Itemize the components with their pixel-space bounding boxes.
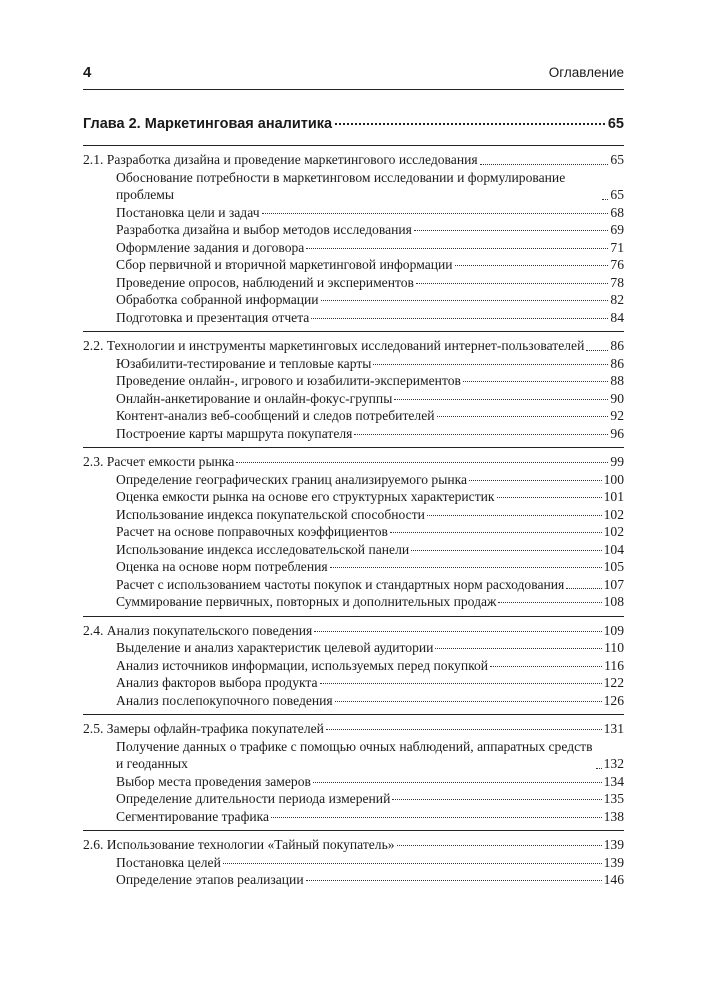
entry-title: Онлайн-анкетирование и онлайн-фокус-группы: [116, 390, 393, 406]
toc-entry[interactable]: [83, 407, 624, 425]
toc-section-2-5: [83, 715, 624, 830]
section-entry[interactable]: [83, 720, 624, 738]
toc-entry[interactable]: [83, 738, 624, 773]
section-entry[interactable]: [83, 337, 624, 355]
entry-title: Получение данных о трафике с помощью очных наблюдений, аппаратных средств и геоданных: [116, 738, 593, 771]
toc-entry[interactable]: [83, 674, 624, 692]
entry-title: Выбор места проведения замеров: [116, 773, 311, 789]
toc-entry[interactable]: [83, 639, 624, 657]
toc-entry[interactable]: [83, 593, 624, 611]
toc-entry[interactable]: [83, 576, 624, 594]
dot-leader: [223, 863, 602, 864]
dot-leader: [392, 799, 601, 800]
entry-page: 122: [603, 675, 624, 690]
entry-page: 109: [603, 622, 624, 638]
entry-title: Определение этапов реализации: [116, 872, 304, 887]
dot-leader: [463, 381, 608, 382]
dot-leader: [394, 399, 608, 400]
entry-page: 132: [603, 756, 624, 771]
entry-title: Постановка целей: [116, 854, 221, 870]
toc-entry[interactable]: [83, 808, 624, 826]
toc-entry[interactable]: [83, 523, 624, 541]
entry-page: 110: [604, 640, 624, 655]
entry-page: 131: [603, 721, 624, 736]
dot-leader: [390, 532, 602, 533]
dot-leader: [262, 213, 609, 214]
entry-title: Обработка собранной информации: [116, 292, 319, 307]
entry-title: 2.4. Анализ покупательского поведения: [83, 622, 313, 638]
toc-entry[interactable]: [83, 692, 624, 710]
entry-page: 139: [603, 837, 624, 852]
toc-entry[interactable]: [83, 488, 624, 506]
dot-leader: [596, 768, 602, 769]
toc-entry[interactable]: [83, 355, 624, 373]
entry-page: 92: [610, 408, 624, 423]
entry-page: 88: [610, 373, 624, 388]
dot-leader: [455, 265, 609, 266]
dot-leader: [437, 416, 609, 417]
entry-page: 68: [610, 204, 624, 220]
entry-page: 96: [610, 425, 624, 441]
dot-leader: [313, 782, 602, 783]
entry-title: 2.1. Разработка дизайна и проведение маркетингового исследования: [83, 152, 478, 167]
entry-page: 86: [610, 355, 624, 371]
dot-leader: [435, 648, 602, 649]
entry-page: 82: [610, 292, 624, 307]
chapter-title: Глава 2. Маркетинговая аналитика: [83, 116, 333, 132]
entry-page: 134: [603, 773, 624, 789]
dot-leader: [498, 602, 601, 603]
entry-title: Анализ послепокупочного поведения: [116, 692, 333, 708]
toc-entry[interactable]: [83, 274, 624, 292]
toc-section-2-3: [83, 448, 624, 616]
entry-page: 84: [610, 309, 624, 325]
entry-title: Использование индекса покупательской способности: [116, 506, 425, 522]
entry-page: 108: [603, 594, 624, 609]
entry-title: Проведение онлайн-, игрового и юзабилити-экспериментов: [116, 373, 461, 388]
toc-entry[interactable]: [83, 773, 624, 791]
section-entry[interactable]: [83, 151, 624, 169]
toc-section-2-2: [83, 332, 624, 447]
dot-leader: [469, 480, 602, 481]
entry-page: 135: [603, 791, 624, 806]
entry-page: 71: [610, 239, 624, 255]
toc-section-2-6: [83, 831, 624, 894]
entry-title: Использование индекса исследовательской панели: [116, 541, 410, 557]
entry-title: Выделение и анализ характеристик целевой аудитории: [116, 640, 434, 655]
chapter-heading[interactable]: [83, 116, 624, 142]
dot-leader: [335, 701, 602, 702]
toc-entry[interactable]: [83, 471, 624, 489]
toc-entry[interactable]: [83, 309, 624, 327]
toc-entry[interactable]: [83, 425, 624, 443]
entry-page: 116: [604, 657, 624, 673]
entry-title: 2.3. Расчет емкости рынка: [83, 454, 235, 469]
dot-leader: [373, 364, 608, 365]
toc-entry[interactable]: [83, 239, 624, 257]
entry-title: Расчет на основе поправочных коэффициентов: [116, 524, 388, 539]
entry-page: 138: [603, 808, 624, 824]
toc-entry[interactable]: [83, 169, 624, 204]
entry-title: Обоснование потребности в маркетинговом исследовании и формулирование проблемы: [116, 169, 566, 202]
entry-page: 104: [603, 541, 624, 557]
page-number: 4: [83, 64, 92, 81]
toc-section-2-1: [83, 146, 624, 331]
entry-page: 126: [603, 692, 624, 708]
dot-leader: [321, 300, 609, 301]
entry-page: 100: [603, 471, 624, 487]
toc-entry[interactable]: [83, 541, 624, 559]
dot-leader: [335, 123, 605, 125]
toc-entry[interactable]: [83, 291, 624, 309]
entry-title: Сегментирование трафика: [116, 808, 270, 824]
entry-title: Анализ факторов выбора продукта: [116, 675, 318, 690]
entry-page: 76: [610, 257, 624, 272]
dot-leader: [320, 683, 602, 684]
entry-title: Сбор первичной и вторичной маркетинговой информации: [116, 257, 453, 272]
dot-leader: [427, 515, 602, 516]
dot-leader: [330, 567, 602, 568]
entry-title: Контент-анализ веб-сообщений и следов потребителей: [116, 408, 435, 423]
entry-title: Юзабилити-тестирование и тепловые карты: [116, 355, 372, 371]
dot-leader: [414, 230, 608, 231]
table-of-contents: [83, 116, 624, 894]
header-rule: [83, 89, 624, 90]
dot-leader: [497, 497, 602, 498]
dot-leader: [586, 350, 608, 351]
entry-title: 2.6. Использование технологии «Тайный покупатель»: [83, 837, 395, 852]
toc-entry[interactable]: [83, 221, 624, 239]
entry-title: Определение географических границ анализируемого рынка: [116, 471, 468, 487]
entry-page: 78: [610, 274, 624, 290]
dot-leader: [397, 845, 602, 846]
entry-title: Разработка дизайна и выбор методов исследования: [116, 222, 412, 237]
dot-leader: [306, 880, 602, 881]
entry-title: 2.2. Технологии и инструменты маркетинговых исследований интернет-пользователей: [83, 338, 585, 353]
entry-page: 69: [610, 222, 624, 237]
dot-leader: [490, 666, 602, 667]
section-entry[interactable]: [83, 453, 624, 471]
section-entry[interactable]: [83, 836, 624, 854]
toc-entry[interactable]: [83, 390, 624, 408]
toc-entry[interactable]: [83, 558, 624, 576]
dot-leader: [602, 199, 608, 200]
entry-page: 102: [603, 506, 624, 522]
chapter-page: 65: [607, 116, 624, 132]
toc-entry[interactable]: [83, 790, 624, 808]
entry-title: Оценка на основе норм потребления: [116, 559, 328, 574]
entry-title: Суммирование первичных, повторных и дополнительных продаж: [116, 594, 497, 609]
entry-title: Расчет с использованием частоты покупок и стандартных норм расходования: [116, 576, 565, 592]
toc-entry[interactable]: [83, 372, 624, 390]
dot-leader: [311, 318, 608, 319]
entry-page: 101: [603, 489, 624, 504]
dot-leader: [566, 588, 601, 589]
entry-page: 105: [603, 559, 624, 574]
entry-page: 139: [603, 854, 624, 870]
entry-page: 99: [610, 454, 624, 469]
entry-page: 65: [610, 187, 624, 202]
running-head: Оглавление: [548, 65, 624, 80]
dot-leader: [271, 817, 602, 818]
dot-leader: [314, 631, 601, 632]
toc-entry[interactable]: [83, 204, 624, 222]
entry-page: 90: [610, 390, 624, 406]
entry-title: Определение длительности периода измерений: [116, 791, 391, 806]
entry-page: 102: [603, 524, 624, 539]
toc-entry[interactable]: [83, 506, 624, 524]
entry-title: Построение карты маршрута покупателя: [116, 425, 353, 441]
entry-page: 86: [610, 338, 624, 353]
entry-title: Анализ источников информации, используемых перед покупкой: [116, 657, 489, 673]
dot-leader: [236, 462, 608, 463]
dot-leader: [411, 550, 601, 551]
toc-entry[interactable]: [83, 854, 624, 872]
entry-title: Проведение опросов, наблюдений и экспериментов: [116, 274, 414, 290]
section-entry[interactable]: [83, 622, 624, 640]
entry-title: 2.5. Замеры офлайн-трафика покупателей: [83, 721, 324, 736]
entry-title: Постановка цели и задач: [116, 204, 260, 220]
entry-title: Оценка емкости рынка на основе его структурных характеристик: [116, 489, 495, 504]
entry-title: Подготовка и презентация отчета: [116, 309, 310, 325]
entry-page: 107: [603, 576, 624, 592]
toc-entry[interactable]: [83, 871, 624, 889]
dot-leader: [480, 164, 609, 165]
dot-leader: [354, 434, 608, 435]
entry-page: 65: [610, 152, 624, 167]
entry-page: 146: [603, 872, 624, 887]
dot-leader: [306, 248, 608, 249]
dot-leader: [326, 729, 602, 730]
entry-title: Оформление задания и договора: [116, 239, 305, 255]
page-header: [83, 64, 624, 86]
toc-entry[interactable]: [83, 256, 624, 274]
toc-section-2-4: [83, 617, 624, 715]
toc-entry[interactable]: [83, 657, 624, 675]
dot-leader: [416, 283, 608, 284]
